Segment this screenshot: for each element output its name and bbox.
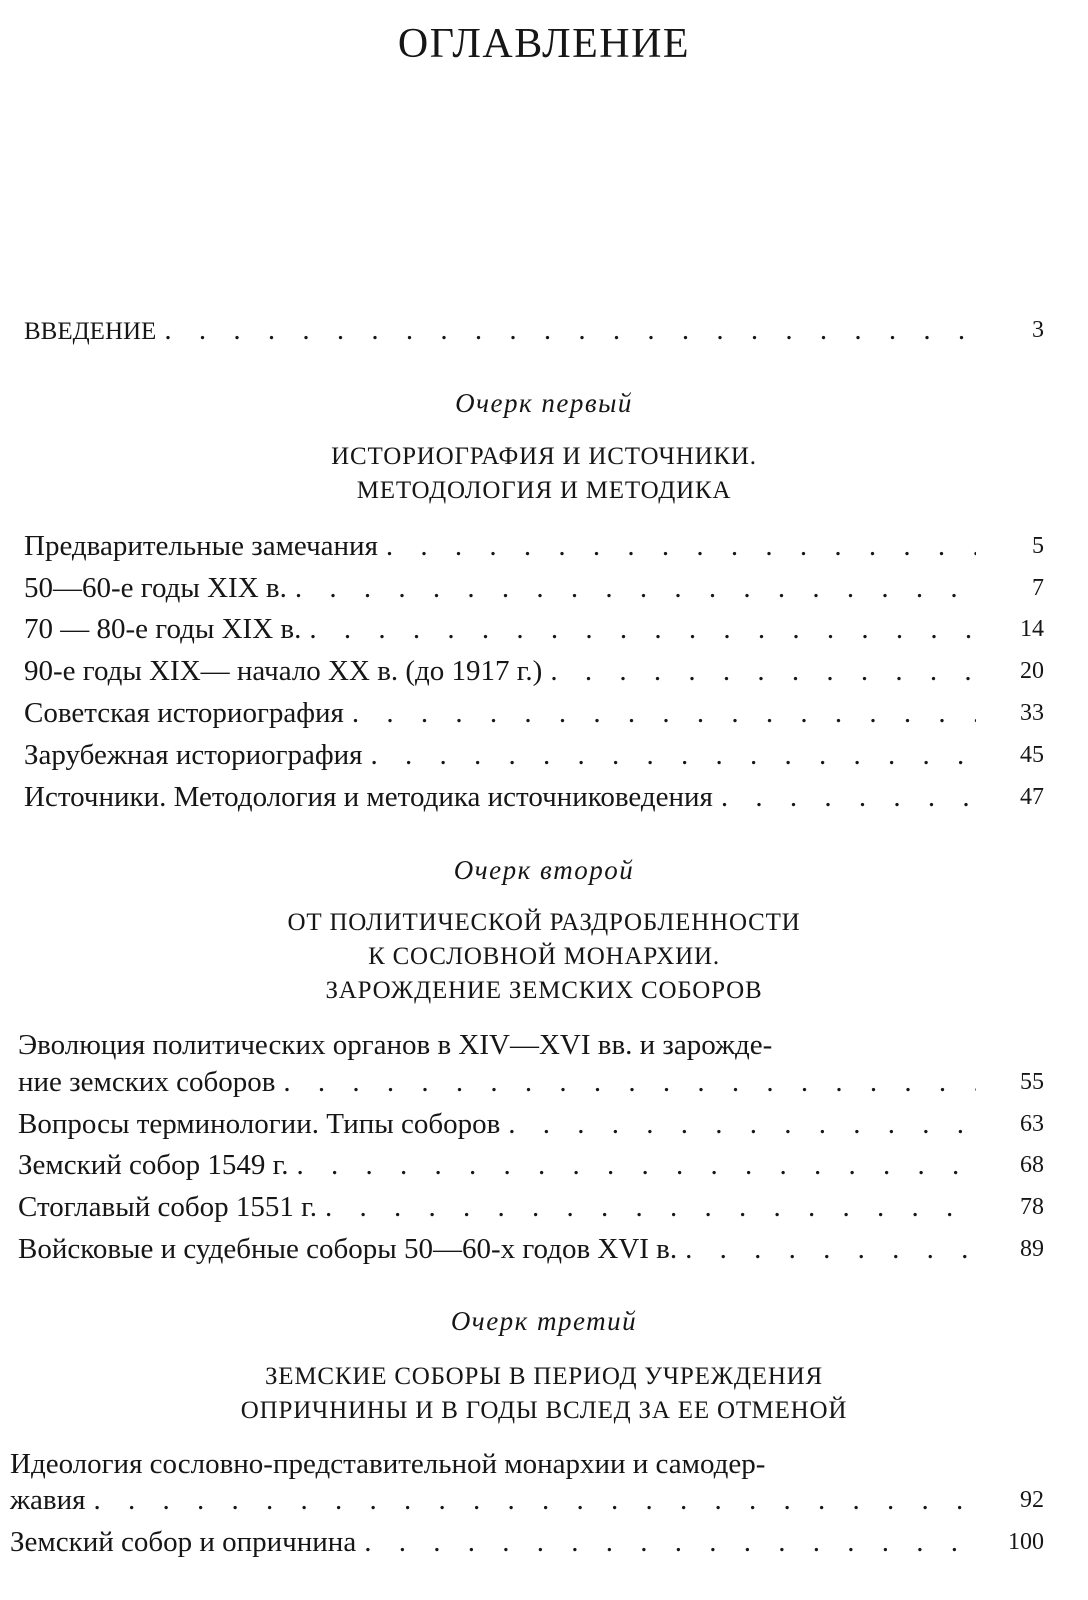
toc-page-number: 92 xyxy=(1020,1487,1044,1513)
toc-page-number: 14 xyxy=(1020,616,1044,642)
page-title: ОГЛАВЛЕНИЕ xyxy=(397,21,691,67)
toc-entry-introduction xyxy=(24,312,1044,348)
dot-leader xyxy=(721,779,976,815)
dot-leader xyxy=(371,737,976,773)
essay-heading xyxy=(0,906,1088,1008)
dot-leader xyxy=(508,1106,976,1142)
toc-entry xyxy=(24,737,1044,773)
essay-label: Очерк второй xyxy=(453,855,635,885)
essay-heading-line: К СОСЛОВНОЙ МОНАРХИИ. xyxy=(368,943,720,970)
essay-heading xyxy=(0,440,1088,508)
toc-entry-text: Источники. Методология и методика источниковедения xyxy=(24,781,713,813)
dot-leader xyxy=(309,611,976,647)
toc-entry xyxy=(18,1231,1044,1267)
toc-entry xyxy=(18,1189,1044,1225)
toc-entry xyxy=(10,1482,1044,1518)
essay-label: Очерк третий xyxy=(450,1306,638,1336)
toc-entry xyxy=(18,1106,1044,1142)
toc-page-number: 78 xyxy=(1020,1194,1044,1220)
toc-entry-text: Войсковые и судебные соборы 50—60-х годов XVI в. xyxy=(18,1233,678,1265)
toc-page-number: 47 xyxy=(1020,784,1044,810)
toc-page-number: 68 xyxy=(1020,1152,1044,1178)
toc-entry-text: 90-е годы XIX— начало XX в. (до 1917 г.) xyxy=(24,655,543,687)
toc-page-number: 20 xyxy=(1020,658,1044,684)
toc-page-number: 7 xyxy=(1032,575,1044,601)
toc-page-number: 33 xyxy=(1020,700,1044,726)
toc-entry xyxy=(24,653,1044,689)
toc-entry-text: Советская историография xyxy=(24,697,344,729)
toc-entry-text: Предварительные замечания xyxy=(24,530,378,562)
toc-entry-text: Вопросы терминологии. Типы соборов xyxy=(18,1108,501,1140)
toc-entry xyxy=(24,528,1044,564)
essay-heading-line: МЕТОДОЛОГИЯ И МЕТОДИКА xyxy=(356,477,732,504)
toc-page-number: 3 xyxy=(1032,317,1044,343)
essay-heading-line: ИСТОРИОГРАФИЯ И ИСТОЧНИКИ. xyxy=(331,443,757,470)
toc-entry xyxy=(24,779,1044,815)
toc-entry xyxy=(10,1524,1044,1560)
dot-leader xyxy=(283,1064,976,1100)
toc-entry xyxy=(24,570,1044,606)
toc-entry-text: 70 — 80-е годы XIX в. xyxy=(24,613,302,645)
dot-leader xyxy=(685,1231,976,1267)
essay-heading-line: ЗЕМСКИЕ СОБОРЫ В ПЕРИОД УЧРЕЖДЕНИЯ xyxy=(264,1363,824,1390)
dot-leader xyxy=(550,653,976,689)
toc-entry xyxy=(24,695,1044,731)
toc-entry-text: 50—60-е годы XIX в. xyxy=(24,572,287,604)
essay-label: Очерк первый xyxy=(455,388,633,418)
toc-page-number: 55 xyxy=(1020,1069,1044,1095)
toc-entry-text: ВВЕДЕНИЕ xyxy=(24,318,157,345)
toc-page-number: 5 xyxy=(1032,533,1044,559)
toc-entry-first-line: Эволюция политических органов в XIV—XVI вв. и зарожде- xyxy=(18,1029,773,1061)
toc-page-number: 63 xyxy=(1020,1111,1044,1137)
dot-leader xyxy=(93,1482,976,1518)
toc-entry-first-line: Идеология сословно-представительной монархии и самодер- xyxy=(10,1448,766,1480)
toc-entry xyxy=(18,1147,1044,1183)
toc-page-number: 89 xyxy=(1020,1236,1044,1262)
toc-entry-text: Зарубежная историография xyxy=(24,739,363,771)
dot-leader xyxy=(386,528,976,564)
toc-entry-text: ние земских соборов xyxy=(18,1066,276,1098)
toc-entry-text: Земский собор и опричнина xyxy=(10,1526,357,1558)
essay-heading-line: ОТ ПОЛИТИЧЕСКОЙ РАЗДРОБЛЕННОСТИ xyxy=(287,909,801,936)
dot-leader xyxy=(164,312,976,348)
toc-entry-text: Стоглавый собор 1551 г. xyxy=(18,1191,317,1223)
toc-entry-text: Земский собор 1549 г. xyxy=(18,1149,289,1181)
dot-leader xyxy=(364,1524,976,1560)
toc-page-number: 45 xyxy=(1020,742,1044,768)
toc-page-number: 100 xyxy=(1008,1529,1044,1555)
toc-entry-text: жавия xyxy=(10,1484,86,1516)
toc-entry xyxy=(24,611,1044,647)
dot-leader xyxy=(325,1189,976,1225)
essay-heading-line: ОПРИЧНИНЫ И В ГОДЫ ВСЛЕД ЗА ЕЕ ОТМЕНОЙ xyxy=(240,1397,848,1424)
dot-leader xyxy=(295,570,976,606)
dot-leader xyxy=(352,695,976,731)
essay-heading xyxy=(0,1360,1088,1428)
dot-leader xyxy=(297,1147,976,1183)
essay-heading-line: ЗАРОЖДЕНИЕ ЗЕМСКИХ СОБОРОВ xyxy=(325,977,763,1004)
toc-entry xyxy=(18,1064,1044,1100)
